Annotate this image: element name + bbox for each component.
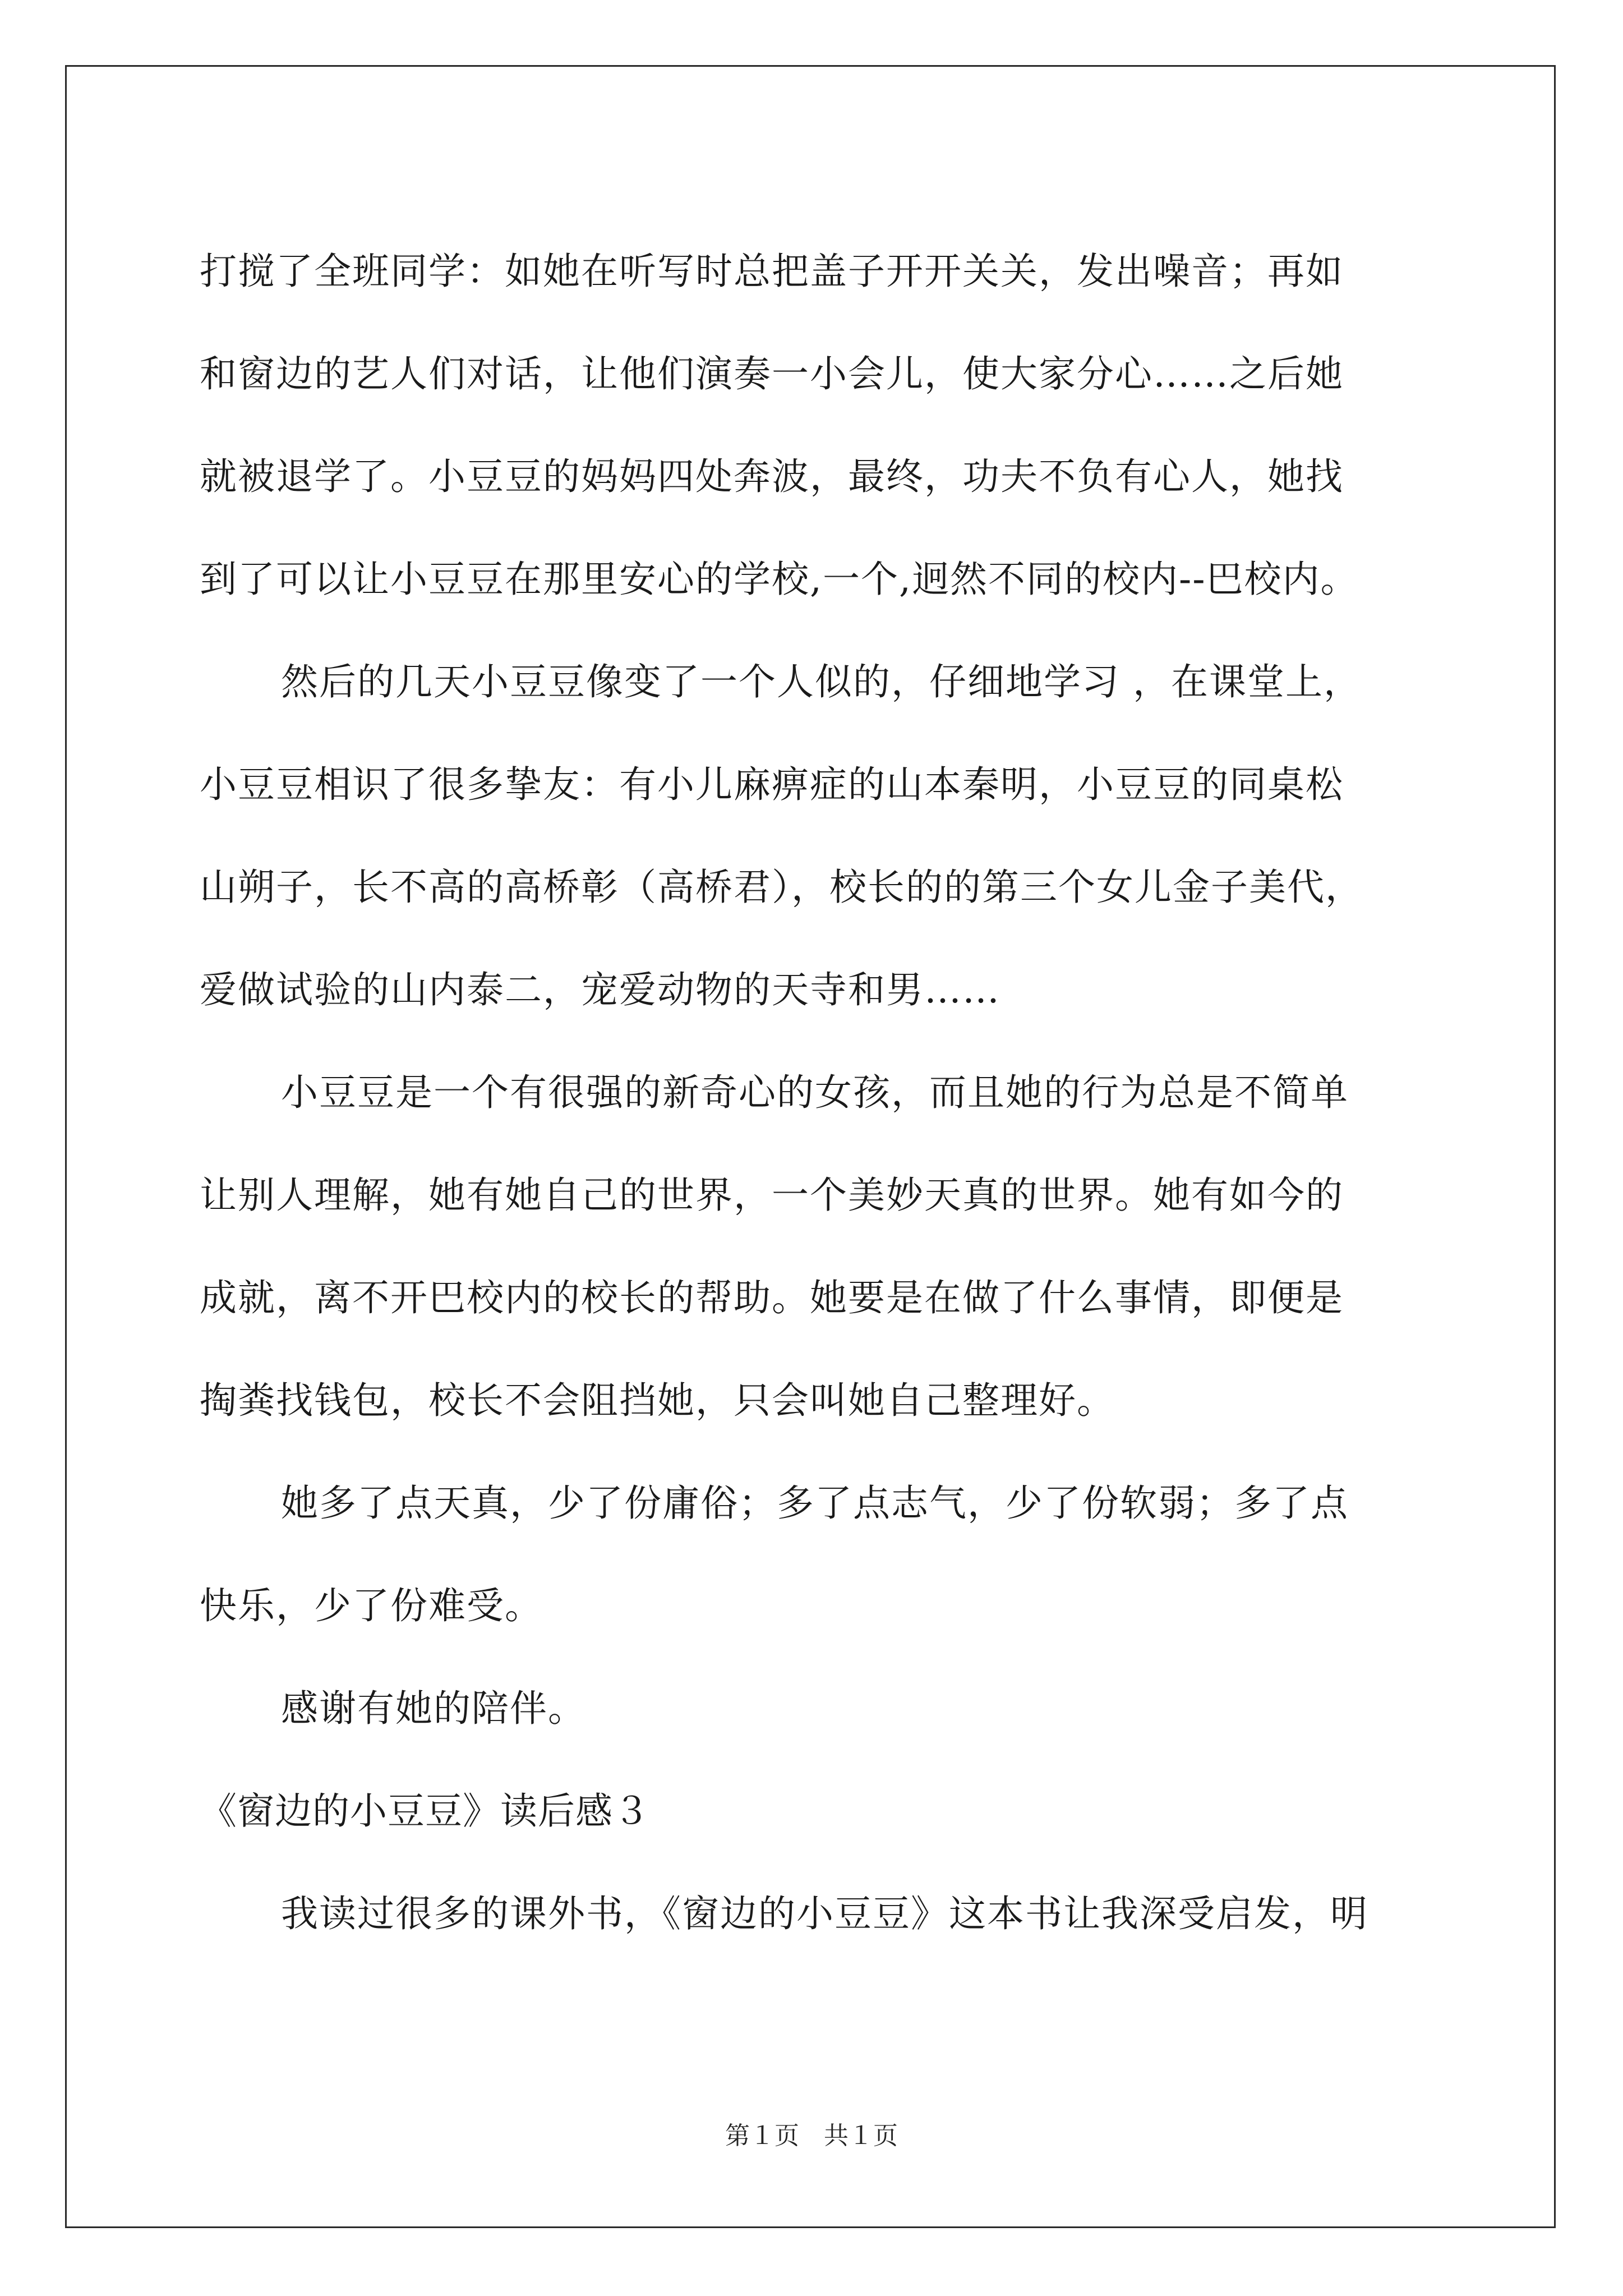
- text-line-11: 成就，离不开巴校内的校长的帮助。她要是在做了什么事情，即便是: [200, 1276, 1344, 1319]
- text-line-3: 就被退学了。小豆豆的妈妈四处奔波，最终，功夫不负有心人，她找: [200, 455, 1344, 498]
- page-footer: 第１页 共１页: [725, 2122, 898, 2150]
- text-line-14: 快乐，少了份难受。: [200, 1584, 543, 1627]
- document-body: [200, 220, 1422, 1965]
- text-line-12: 掏粪找钱包，校长不会阻挡她，只会叫她自己整理好。: [200, 1379, 1115, 1422]
- section-heading: 《窗边的小豆豆》读后感３: [200, 1789, 651, 1833]
- text-line-7: 山朔子，长不高的高桥彰（高桥君），校长的的第三个女儿金子美代，: [200, 866, 1363, 909]
- text-line-2: 和窗边的艺人们对话，让他们演奏一小会儿，使大家分心……之后她: [200, 352, 1344, 395]
- text-line-8: 爱做试验的山内泰二，宠爱动物的天寺和男……: [200, 968, 1000, 1011]
- paragraph-start-line-9: 小豆豆是一个有很强的新奇心的女孩，而且她的行为总是不简单: [281, 1071, 1349, 1114]
- paragraph-start-line-17: 我读过很多的课外书，《窗边的小豆豆》这本书让我深受启发，明: [281, 1892, 1368, 1935]
- text-line-6: 小豆豆相识了很多挚友：有小儿麻痹症的山本秦明，小豆豆的同桌松: [200, 763, 1344, 806]
- paragraph-start-line-13: 她多了点天真，少了份庸俗；多了点志气，少了份软弱；多了点: [281, 1481, 1349, 1525]
- paragraph-start-line-5: 然后的几天小豆豆像变了一个人似的，仔细地学习 ，在课堂上，: [281, 660, 1362, 703]
- text-line-1: 打搅了全班同学：如她在听写时总把盖子开开关关，发出噪音；再如: [200, 250, 1344, 293]
- text-line-10: 让别人理解，她有她自己的世界，一个美妙天真的世界。她有如今的: [200, 1174, 1344, 1217]
- text-line-4: 到了可以让小豆豆在那里安心的学校,一个,迥然不同的校内--巴校内。: [200, 558, 1359, 601]
- paragraph-start-line-15: 感谢有她的陪伴。: [281, 1687, 586, 1730]
